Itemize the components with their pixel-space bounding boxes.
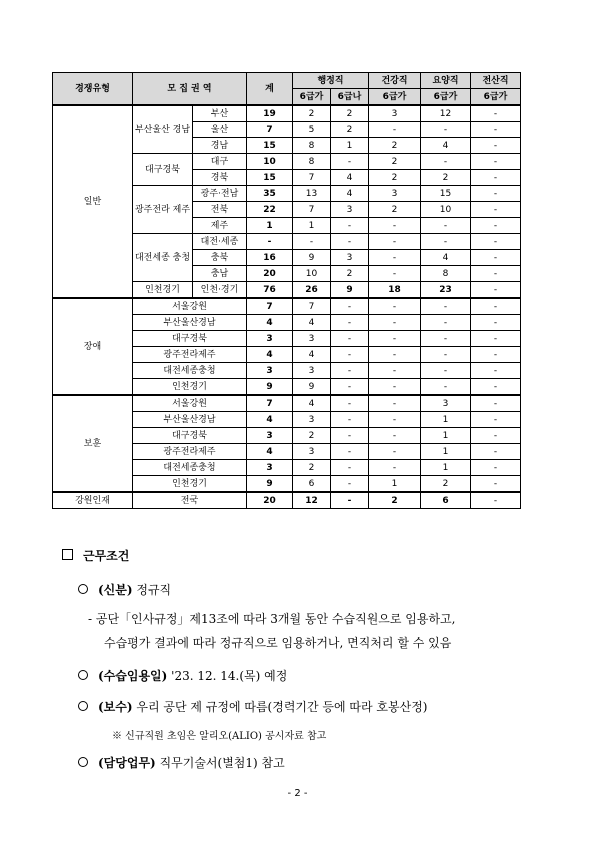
health-cell: 2 — [369, 492, 421, 509]
table-row — [53, 492, 521, 509]
region-cell: 부산 — [193, 105, 247, 122]
it-cell: - — [471, 266, 521, 282]
health-cell: - — [369, 331, 421, 347]
care-cell: - — [421, 347, 471, 363]
health-cell: 3 — [369, 186, 421, 202]
admin-6b-cell: 3 — [331, 202, 369, 218]
admin-6a-cell: 1 — [293, 218, 331, 234]
it-cell: - — [471, 428, 521, 444]
admin-6a-cell: 8 — [293, 154, 331, 170]
admin-6a-cell: 2 — [293, 428, 331, 444]
recruitment-table — [52, 72, 521, 509]
it-cell: - — [471, 492, 521, 509]
health-cell: - — [369, 460, 421, 476]
region-cell: 제주 — [193, 218, 247, 234]
total-cell: 20 — [247, 266, 293, 282]
health-cell: - — [369, 412, 421, 428]
admin-6a-cell: 3 — [293, 412, 331, 428]
care-cell: 2 — [421, 170, 471, 186]
admin-6a-cell: 9 — [293, 250, 331, 266]
admin-6b-cell: - — [331, 460, 369, 476]
admin-6b-cell: - — [331, 412, 369, 428]
region-cell: 광주전라제주 — [133, 347, 247, 363]
care-cell: 4 — [421, 138, 471, 154]
total-cell: - — [247, 234, 293, 250]
care-cell: 1 — [421, 444, 471, 460]
region-cell: 대구경북 — [133, 428, 247, 444]
care-cell: - — [421, 379, 471, 396]
item-duties-text: 직무기술서(별첨1) 참고 — [159, 756, 285, 770]
circle-bullet-icon — [78, 670, 88, 680]
health-cell: - — [369, 315, 421, 331]
item-probation-date-text: '23. 12. 14.(목) 예정 — [171, 669, 288, 683]
it-cell: - — [471, 138, 521, 154]
it-cell: - — [471, 282, 521, 299]
care-cell: - — [421, 234, 471, 250]
total-cell: 35 — [247, 186, 293, 202]
region-cell: 서울강원 — [133, 395, 247, 412]
checkbox-square-icon — [62, 549, 73, 560]
region-group-cell: 광주전라 제주 — [133, 186, 193, 234]
region-cell: 전북 — [193, 202, 247, 218]
total-cell: 9 — [247, 476, 293, 493]
page-number: - 2 - — [287, 788, 308, 799]
region-cell: 대구경북 — [133, 331, 247, 347]
total-cell: 9 — [247, 379, 293, 396]
item-probation-date — [78, 667, 287, 684]
region-cell: 울산 — [193, 122, 247, 138]
care-cell: 10 — [421, 202, 471, 218]
total-cell: 4 — [247, 444, 293, 460]
care-cell: - — [421, 315, 471, 331]
total-cell: 3 — [247, 428, 293, 444]
total-cell: 7 — [247, 298, 293, 315]
it-cell: - — [471, 315, 521, 331]
admin-6a-cell: 26 — [293, 282, 331, 299]
region-cell: 전국 — [133, 492, 247, 509]
competition-type-cell: 장애 — [53, 298, 133, 395]
region-cell: 부산울산경남 — [133, 315, 247, 331]
health-cell: 1 — [369, 476, 421, 493]
region-group-cell: 대구경북 — [133, 154, 193, 186]
total-cell: 16 — [247, 250, 293, 266]
region-cell: 인천경기 — [133, 476, 247, 493]
it-cell: - — [471, 186, 521, 202]
table-row — [53, 298, 521, 315]
item-duties — [78, 754, 285, 771]
admin-6a-cell: 4 — [293, 315, 331, 331]
care-cell: 1 — [421, 412, 471, 428]
care-cell: - — [421, 331, 471, 347]
region-cell: 광주·전남 — [193, 186, 247, 202]
admin-6a-cell: 7 — [293, 202, 331, 218]
admin-6b-cell: 4 — [331, 170, 369, 186]
health-cell: - — [369, 379, 421, 396]
it-cell: - — [471, 412, 521, 428]
admin-6b-cell: 3 — [331, 250, 369, 266]
region-group-cell: 대전세종 충청 — [133, 234, 193, 282]
health-cell: 3 — [369, 105, 421, 122]
health-cell: - — [369, 347, 421, 363]
health-cell: 2 — [369, 154, 421, 170]
admin-6b-cell: - — [331, 315, 369, 331]
total-cell: 1 — [247, 218, 293, 234]
region-cell: 인천·경기 — [193, 282, 247, 299]
item-salary-text: 우리 공단 제 규정에 따름(경력기간 등에 따라 호봉산정) — [136, 700, 428, 714]
header-admin-6b: 6급나 — [331, 89, 369, 106]
header-admin-6a: 6급가 — [293, 89, 331, 106]
admin-6a-cell: 2 — [293, 105, 331, 122]
region-cell: 충북 — [193, 250, 247, 266]
it-cell: - — [471, 363, 521, 379]
region-cell: 대전세종충청 — [133, 363, 247, 379]
item-salary — [78, 698, 427, 715]
section-title: 근무조건 — [83, 549, 130, 563]
care-cell: - — [421, 154, 471, 170]
total-cell: 4 — [247, 315, 293, 331]
admin-6a-cell: 3 — [293, 444, 331, 460]
admin-6b-cell: 2 — [331, 122, 369, 138]
region-cell: 서울강원 — [133, 298, 247, 315]
total-cell: 4 — [247, 347, 293, 363]
care-cell: 8 — [421, 266, 471, 282]
admin-6b-cell: - — [331, 444, 369, 460]
header-it-6a: 6급가 — [471, 89, 521, 106]
item-status — [78, 581, 171, 598]
section-heading — [62, 547, 129, 564]
region-cell: 부산울산경남 — [133, 412, 247, 428]
care-cell: 12 — [421, 105, 471, 122]
admin-6a-cell: 7 — [293, 170, 331, 186]
care-cell: 15 — [421, 186, 471, 202]
probation-line-1: - 공단「인사규정」제13조에 따라 3개월 동안 수습직원으로 임용하고, — [88, 612, 456, 626]
health-cell: - — [369, 266, 421, 282]
admin-6b-cell: - — [331, 331, 369, 347]
care-cell: - — [421, 218, 471, 234]
care-cell: 4 — [421, 250, 471, 266]
region-cell: 충남 — [193, 266, 247, 282]
item-duties-label: (담당업무) — [98, 756, 156, 770]
admin-6b-cell: - — [331, 218, 369, 234]
admin-6b-cell: - — [331, 234, 369, 250]
admin-6b-cell: - — [331, 476, 369, 493]
health-cell: - — [369, 122, 421, 138]
admin-6a-cell: 6 — [293, 476, 331, 493]
it-cell: - — [471, 395, 521, 412]
care-cell: 1 — [421, 428, 471, 444]
circle-bullet-icon — [78, 701, 88, 711]
care-cell: 23 — [421, 282, 471, 299]
admin-6a-cell: 4 — [293, 347, 331, 363]
health-cell: - — [369, 218, 421, 234]
admin-6a-cell: 13 — [293, 186, 331, 202]
it-cell: - — [471, 234, 521, 250]
total-cell: 15 — [247, 138, 293, 154]
admin-6a-cell: 8 — [293, 138, 331, 154]
region-cell: 경북 — [193, 170, 247, 186]
salary-note: ※ 신규직원 초임은 알리오(ALIO) 공시자료 참고 — [112, 731, 327, 742]
health-cell: - — [369, 428, 421, 444]
admin-6a-cell: 10 — [293, 266, 331, 282]
header-type: 경쟁유형 — [53, 73, 133, 106]
probation-line-2: 수습평가 결과에 따라 정규직으로 임용하거나, 면직처리 할 수 있음 — [104, 636, 452, 650]
total-cell: 19 — [247, 105, 293, 122]
health-cell: - — [369, 298, 421, 315]
header-it: 전산직 — [471, 73, 521, 89]
item-status-text: 정규직 — [136, 583, 172, 597]
total-cell: 3 — [247, 460, 293, 476]
admin-6b-cell: - — [331, 298, 369, 315]
admin-6b-cell: 2 — [331, 105, 369, 122]
it-cell: - — [471, 298, 521, 315]
region-cell: 광주전라제주 — [133, 444, 247, 460]
item-probation-date-label: (수습임용일) — [98, 669, 168, 683]
it-cell: - — [471, 476, 521, 493]
total-cell: 20 — [247, 492, 293, 509]
total-cell: 3 — [247, 331, 293, 347]
total-cell: 7 — [247, 122, 293, 138]
total-cell: 4 — [247, 412, 293, 428]
care-cell: 2 — [421, 476, 471, 493]
header-care-6a: 6급가 — [421, 89, 471, 106]
competition-type-cell: 보훈 — [53, 395, 133, 492]
header-region: 모 집 권 역 — [133, 73, 247, 106]
health-cell: - — [369, 250, 421, 266]
health-cell: 2 — [369, 138, 421, 154]
care-cell: 1 — [421, 460, 471, 476]
it-cell: - — [471, 218, 521, 234]
admin-6b-cell: 1 — [331, 138, 369, 154]
item-salary-label: (보수) — [98, 700, 133, 714]
admin-6a-cell: 3 — [293, 363, 331, 379]
region-cell: 대전·세종 — [193, 234, 247, 250]
competition-type-cell: 강원인재 — [53, 492, 133, 509]
health-cell: - — [369, 395, 421, 412]
admin-6b-cell: - — [331, 395, 369, 412]
health-cell: 2 — [369, 170, 421, 186]
health-cell: 18 — [369, 282, 421, 299]
admin-6a-cell: 2 — [293, 460, 331, 476]
admin-6a-cell: 12 — [293, 492, 331, 509]
admin-6a-cell: 9 — [293, 379, 331, 396]
it-cell: - — [471, 202, 521, 218]
it-cell: - — [471, 444, 521, 460]
total-cell: 10 — [247, 154, 293, 170]
total-cell: 15 — [247, 170, 293, 186]
total-cell: 3 — [247, 363, 293, 379]
total-cell: 76 — [247, 282, 293, 299]
table-row — [53, 105, 521, 122]
admin-6a-cell: 3 — [293, 331, 331, 347]
care-cell: - — [421, 298, 471, 315]
admin-6b-cell: - — [331, 347, 369, 363]
care-cell: - — [421, 122, 471, 138]
region-group-cell: 부산울산 경남 — [133, 105, 193, 154]
it-cell: - — [471, 460, 521, 476]
header-care: 요양직 — [421, 73, 471, 89]
it-cell: - — [471, 170, 521, 186]
health-cell: - — [369, 234, 421, 250]
total-cell: 7 — [247, 395, 293, 412]
admin-6b-cell: - — [331, 154, 369, 170]
admin-6a-cell: 7 — [293, 298, 331, 315]
care-cell: - — [421, 363, 471, 379]
table-row — [53, 395, 521, 412]
total-cell: 22 — [247, 202, 293, 218]
health-cell: - — [369, 444, 421, 460]
admin-6b-cell: 2 — [331, 266, 369, 282]
circle-bullet-icon — [78, 757, 88, 767]
region-cell: 인천경기 — [133, 379, 247, 396]
admin-6b-cell: - — [331, 428, 369, 444]
header-admin: 행정직 — [293, 73, 369, 89]
it-cell: - — [471, 379, 521, 396]
region-cell: 대전세종충청 — [133, 460, 247, 476]
admin-6b-cell: - — [331, 379, 369, 396]
admin-6a-cell: 4 — [293, 395, 331, 412]
admin-6a-cell: 5 — [293, 122, 331, 138]
region-group-cell: 인천경기 — [133, 282, 193, 299]
it-cell: - — [471, 250, 521, 266]
health-cell: - — [369, 363, 421, 379]
admin-6b-cell: - — [331, 363, 369, 379]
header-health: 건강직 — [369, 73, 421, 89]
admin-6b-cell: 4 — [331, 186, 369, 202]
it-cell: - — [471, 154, 521, 170]
health-cell: 2 — [369, 202, 421, 218]
admin-6b-cell: 9 — [331, 282, 369, 299]
admin-6b-cell: - — [331, 492, 369, 509]
header-total: 계 — [247, 73, 293, 106]
it-cell: - — [471, 122, 521, 138]
care-cell: 6 — [421, 492, 471, 509]
care-cell: 3 — [421, 395, 471, 412]
it-cell: - — [471, 347, 521, 363]
item-status-label: (신분) — [98, 583, 133, 597]
header-health-6a: 6급가 — [369, 89, 421, 106]
it-cell: - — [471, 105, 521, 122]
competition-type-cell: 일반 — [53, 105, 133, 298]
it-cell: - — [471, 331, 521, 347]
admin-6a-cell: - — [293, 234, 331, 250]
region-cell: 대구 — [193, 154, 247, 170]
circle-bullet-icon — [78, 584, 88, 594]
header-row-1 — [53, 73, 521, 89]
region-cell: 경남 — [193, 138, 247, 154]
